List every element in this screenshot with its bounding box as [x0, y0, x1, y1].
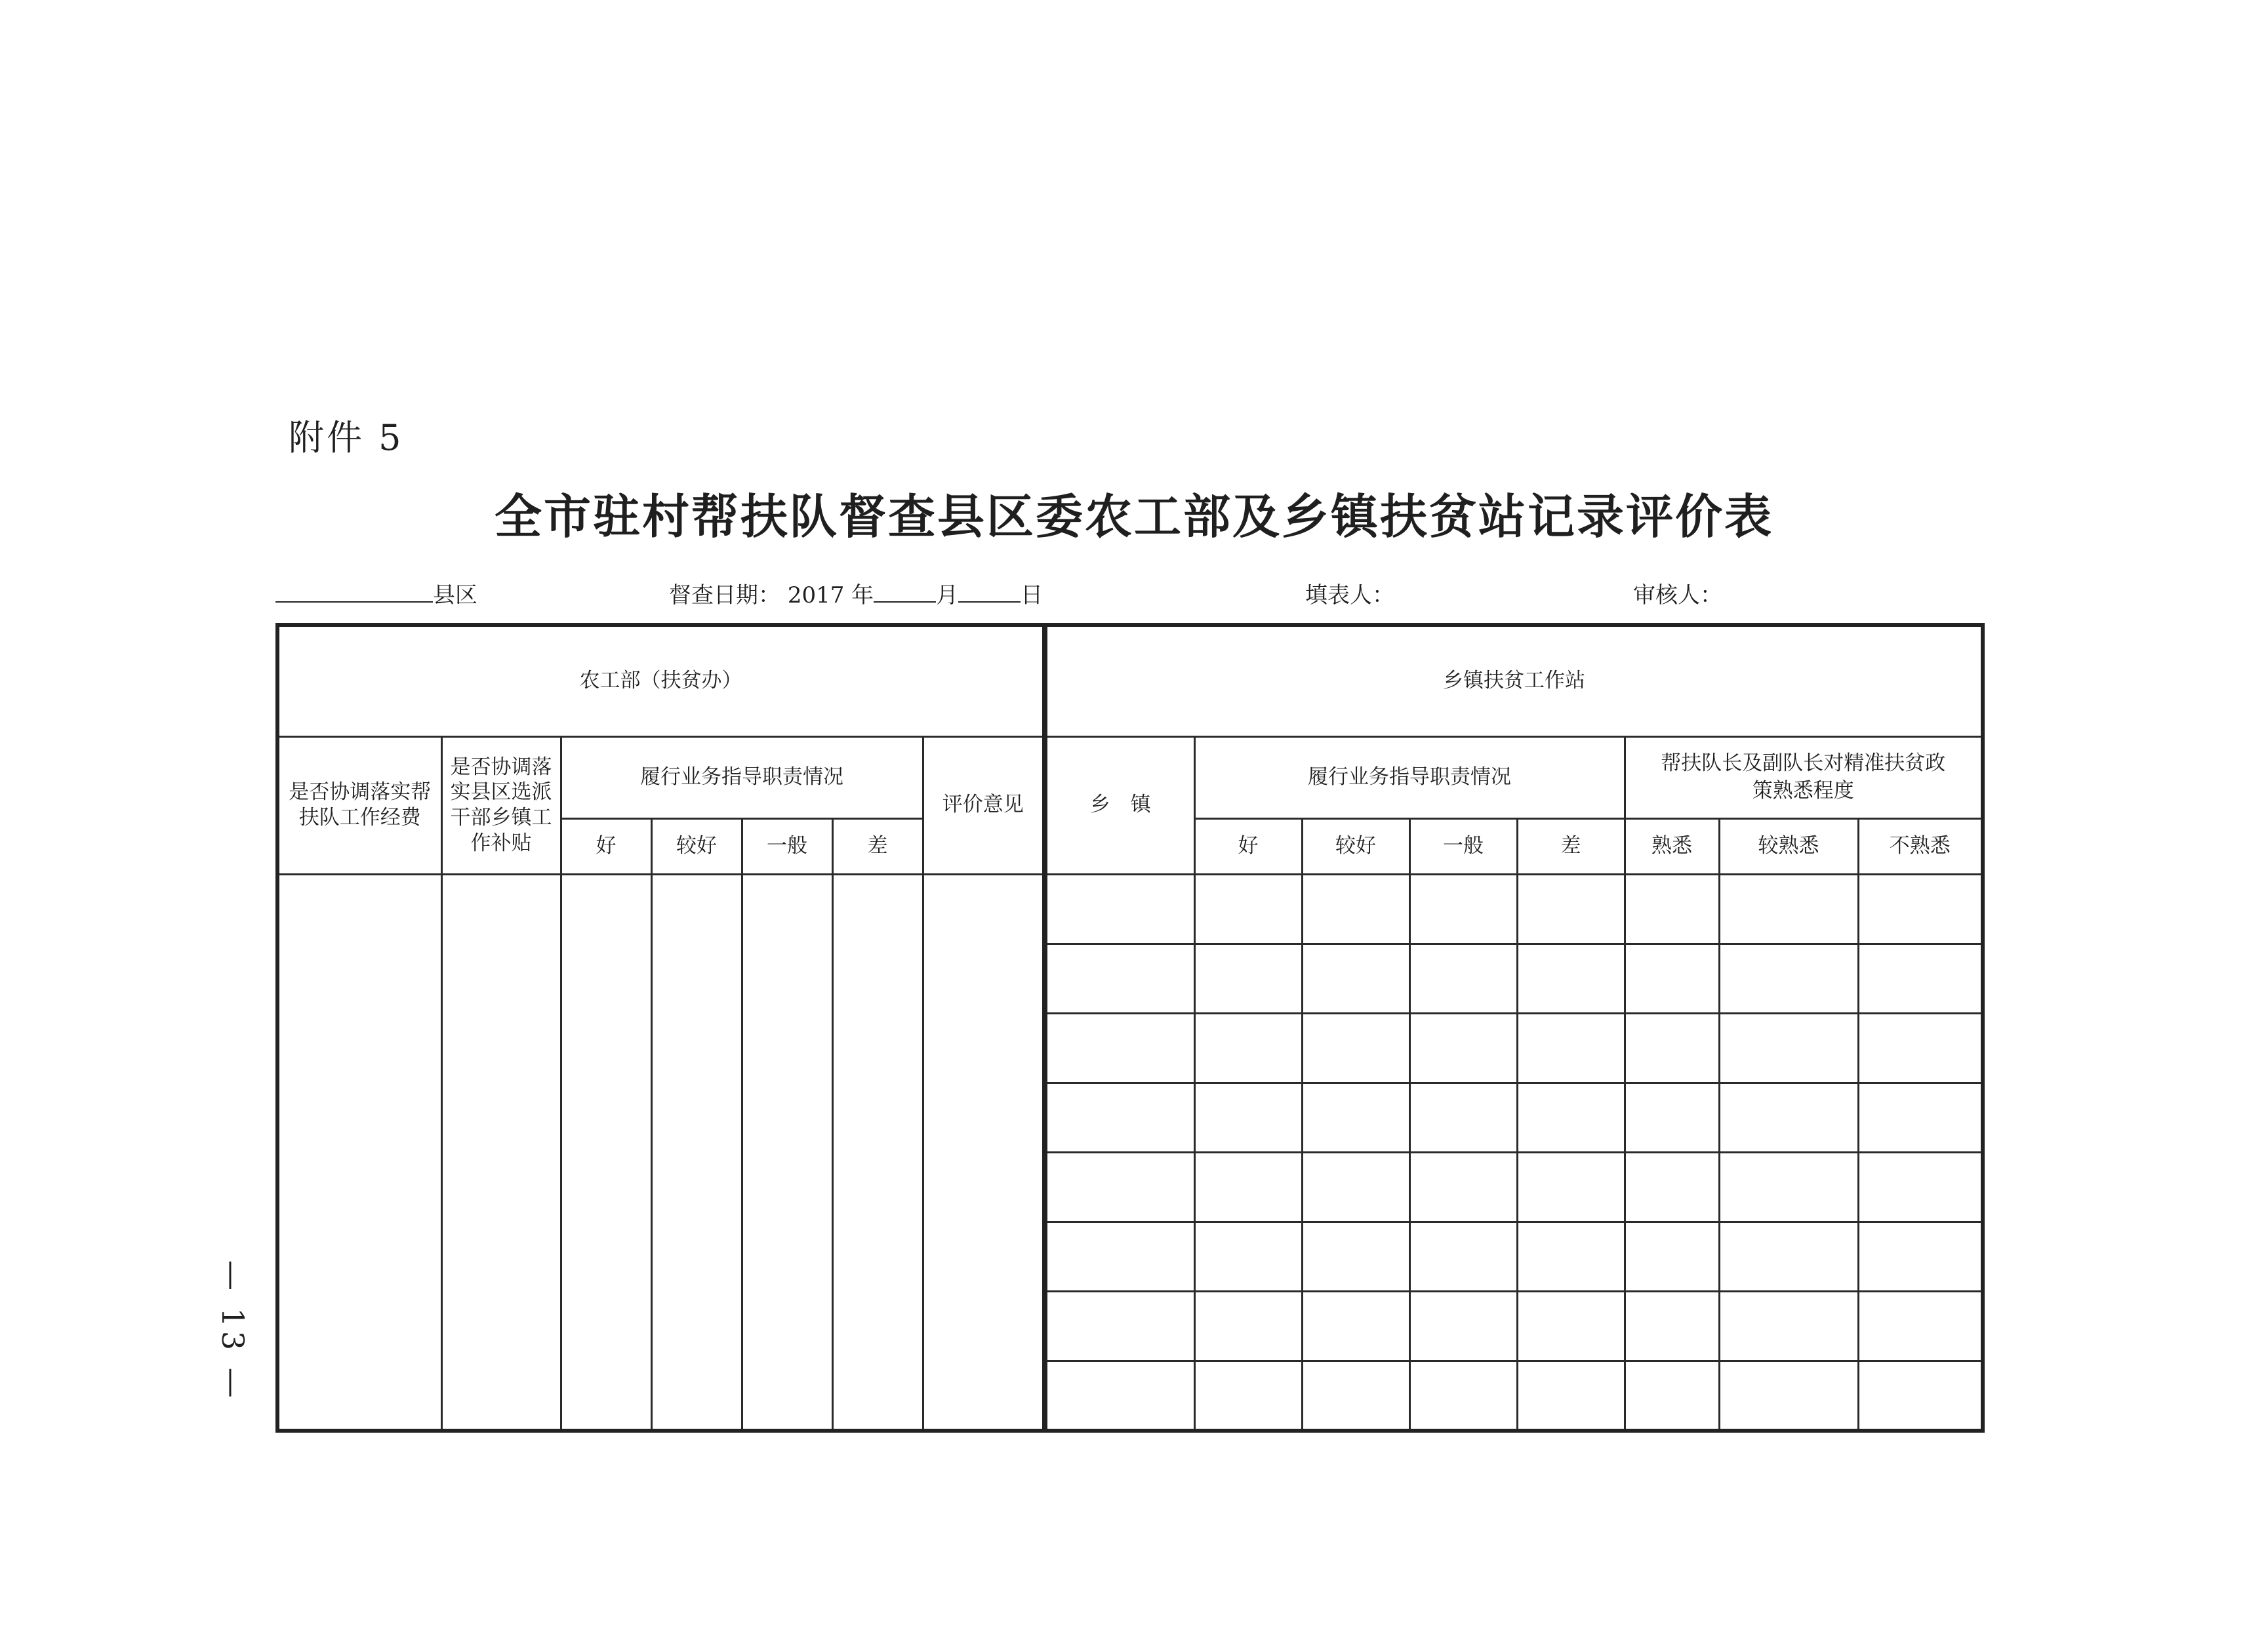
cell[interactable] — [1194, 1361, 1302, 1431]
county-blank[interactable] — [275, 583, 433, 603]
cell-left-average[interactable] — [742, 874, 832, 1431]
date-label: 督查日期： — [669, 582, 780, 608]
cell[interactable] — [1302, 1083, 1409, 1153]
left-grade-average: 一般 — [742, 818, 832, 874]
form-title: 全市驻村帮扶队督查县区委农工部及乡镇扶贫站记录评价表 — [494, 488, 1773, 544]
cell[interactable] — [1517, 1361, 1625, 1431]
col-subsidy: 是否协调落实县区选派干部乡镇工作补贴 — [441, 736, 561, 874]
county-suffix: 县区 — [433, 582, 477, 608]
cell[interactable] — [1302, 1361, 1409, 1431]
attachment-label: 附件 5 — [289, 417, 404, 458]
cell-township[interactable] — [1045, 1361, 1194, 1431]
left-section-header: 农工部（扶贫办） — [277, 625, 1045, 736]
cell-left-fair-good[interactable] — [651, 874, 742, 1431]
col-township: 乡 镇 — [1045, 736, 1194, 874]
familiarity-fairly: 较熟悉 — [1719, 818, 1858, 874]
cell[interactable] — [1625, 1083, 1719, 1153]
right-section-header: 乡镇扶贫工作站 — [1045, 625, 1983, 736]
cell[interactable] — [1858, 1013, 1983, 1083]
cell[interactable] — [1409, 1292, 1517, 1361]
date-field — [669, 577, 1043, 609]
cell[interactable] — [1302, 944, 1409, 1013]
cell[interactable] — [1625, 944, 1719, 1013]
col-comment: 评价意见 — [923, 736, 1045, 874]
left-grade-good: 好 — [561, 818, 651, 874]
cell[interactable] — [1409, 1013, 1517, 1083]
cell[interactable] — [1517, 874, 1625, 944]
cell[interactable] — [1625, 1153, 1719, 1222]
col-funding: 是否协调落实帮扶队工作经费 — [277, 736, 441, 874]
date-day: 日 — [1021, 582, 1043, 608]
familiarity-familiar: 熟悉 — [1625, 818, 1719, 874]
cell[interactable] — [1194, 1292, 1302, 1361]
cell[interactable] — [1858, 1292, 1983, 1361]
cell[interactable] — [1517, 1222, 1625, 1292]
cell[interactable] — [1194, 944, 1302, 1013]
cell[interactable] — [1625, 1013, 1719, 1083]
cell[interactable] — [1625, 874, 1719, 944]
cell[interactable] — [1194, 1083, 1302, 1153]
cell[interactable] — [1719, 1292, 1858, 1361]
day-blank[interactable] — [958, 583, 1021, 603]
cell[interactable] — [1719, 1361, 1858, 1431]
section-header-row — [277, 625, 1983, 736]
cell[interactable] — [1302, 1292, 1409, 1361]
reviewer-label: 审核人： — [1633, 582, 1722, 608]
cell[interactable] — [1719, 874, 1858, 944]
col-familiarity: 帮扶队长及副队长对精准扶贫政策熟悉程度 — [1625, 736, 1983, 818]
cell[interactable] — [1625, 1361, 1719, 1431]
cell[interactable] — [1194, 1222, 1302, 1292]
cell-township[interactable] — [1045, 1083, 1194, 1153]
cell[interactable] — [1625, 1292, 1719, 1361]
cell[interactable] — [1858, 1153, 1983, 1222]
right-grade-fair-good: 较好 — [1302, 818, 1409, 874]
cell[interactable] — [1858, 1222, 1983, 1292]
evaluation-table — [275, 623, 1985, 1433]
month-blank[interactable] — [874, 583, 936, 603]
cell[interactable] — [1409, 1083, 1517, 1153]
right-col-duty: 履行业务指导职责情况 — [1194, 736, 1625, 818]
cell[interactable] — [1302, 1153, 1409, 1222]
cell[interactable] — [1517, 1083, 1625, 1153]
left-grade-poor: 差 — [832, 818, 923, 874]
cell[interactable] — [1517, 1153, 1625, 1222]
cell[interactable] — [1858, 1083, 1983, 1153]
cell[interactable] — [1409, 1361, 1517, 1431]
county-field[interactable] — [275, 577, 477, 609]
cell[interactable] — [1858, 944, 1983, 1013]
cell[interactable] — [1719, 1083, 1858, 1153]
cell[interactable] — [1517, 944, 1625, 1013]
cell[interactable] — [1409, 1153, 1517, 1222]
cell-township[interactable] — [1045, 1222, 1194, 1292]
cell-township[interactable] — [1045, 874, 1194, 944]
form-meta — [275, 577, 1994, 616]
left-grade-fair-good: 较好 — [651, 818, 742, 874]
cell[interactable] — [1719, 1222, 1858, 1292]
column-header-row — [277, 736, 1983, 818]
cell-township[interactable] — [1045, 1153, 1194, 1222]
cell[interactable] — [1194, 1153, 1302, 1222]
cell-funding[interactable] — [277, 874, 441, 1431]
filler-label: 填表人： — [1305, 582, 1394, 608]
date-year: 2017 年 — [787, 582, 874, 608]
cell[interactable] — [1302, 1222, 1409, 1292]
cell[interactable] — [1719, 1013, 1858, 1083]
cell-township[interactable] — [1045, 1292, 1194, 1361]
cell-comment[interactable] — [923, 874, 1045, 1431]
cell[interactable] — [1409, 944, 1517, 1013]
cell[interactable] — [1194, 1013, 1302, 1083]
cell[interactable] — [1719, 944, 1858, 1013]
cell[interactable] — [1858, 874, 1983, 944]
cell[interactable] — [1409, 874, 1517, 944]
cell-township[interactable] — [1045, 944, 1194, 1013]
cell-left-good[interactable] — [561, 874, 651, 1431]
cell-township[interactable] — [1045, 1013, 1194, 1083]
cell[interactable] — [1194, 874, 1302, 944]
cell[interactable] — [1625, 1222, 1719, 1292]
cell[interactable] — [1719, 1153, 1858, 1222]
cell-subsidy[interactable] — [441, 874, 561, 1431]
cell[interactable] — [1302, 874, 1409, 944]
left-col-duty: 履行业务指导职责情况 — [561, 736, 923, 818]
date-month: 月 — [936, 582, 959, 608]
familiarity-unfamiliar: 不熟悉 — [1858, 818, 1983, 874]
table-row — [277, 874, 1983, 944]
right-grade-good: 好 — [1194, 818, 1302, 874]
cell-left-poor[interactable] — [832, 874, 923, 1431]
cell[interactable] — [1409, 1222, 1517, 1292]
cell[interactable] — [1302, 1013, 1409, 1083]
right-grade-poor: 差 — [1517, 818, 1625, 874]
cell[interactable] — [1858, 1361, 1983, 1431]
cell[interactable] — [1517, 1292, 1625, 1361]
page-number: — 13 — — [215, 1260, 251, 1402]
cell[interactable] — [1517, 1013, 1625, 1083]
right-grade-average: 一般 — [1409, 818, 1517, 874]
